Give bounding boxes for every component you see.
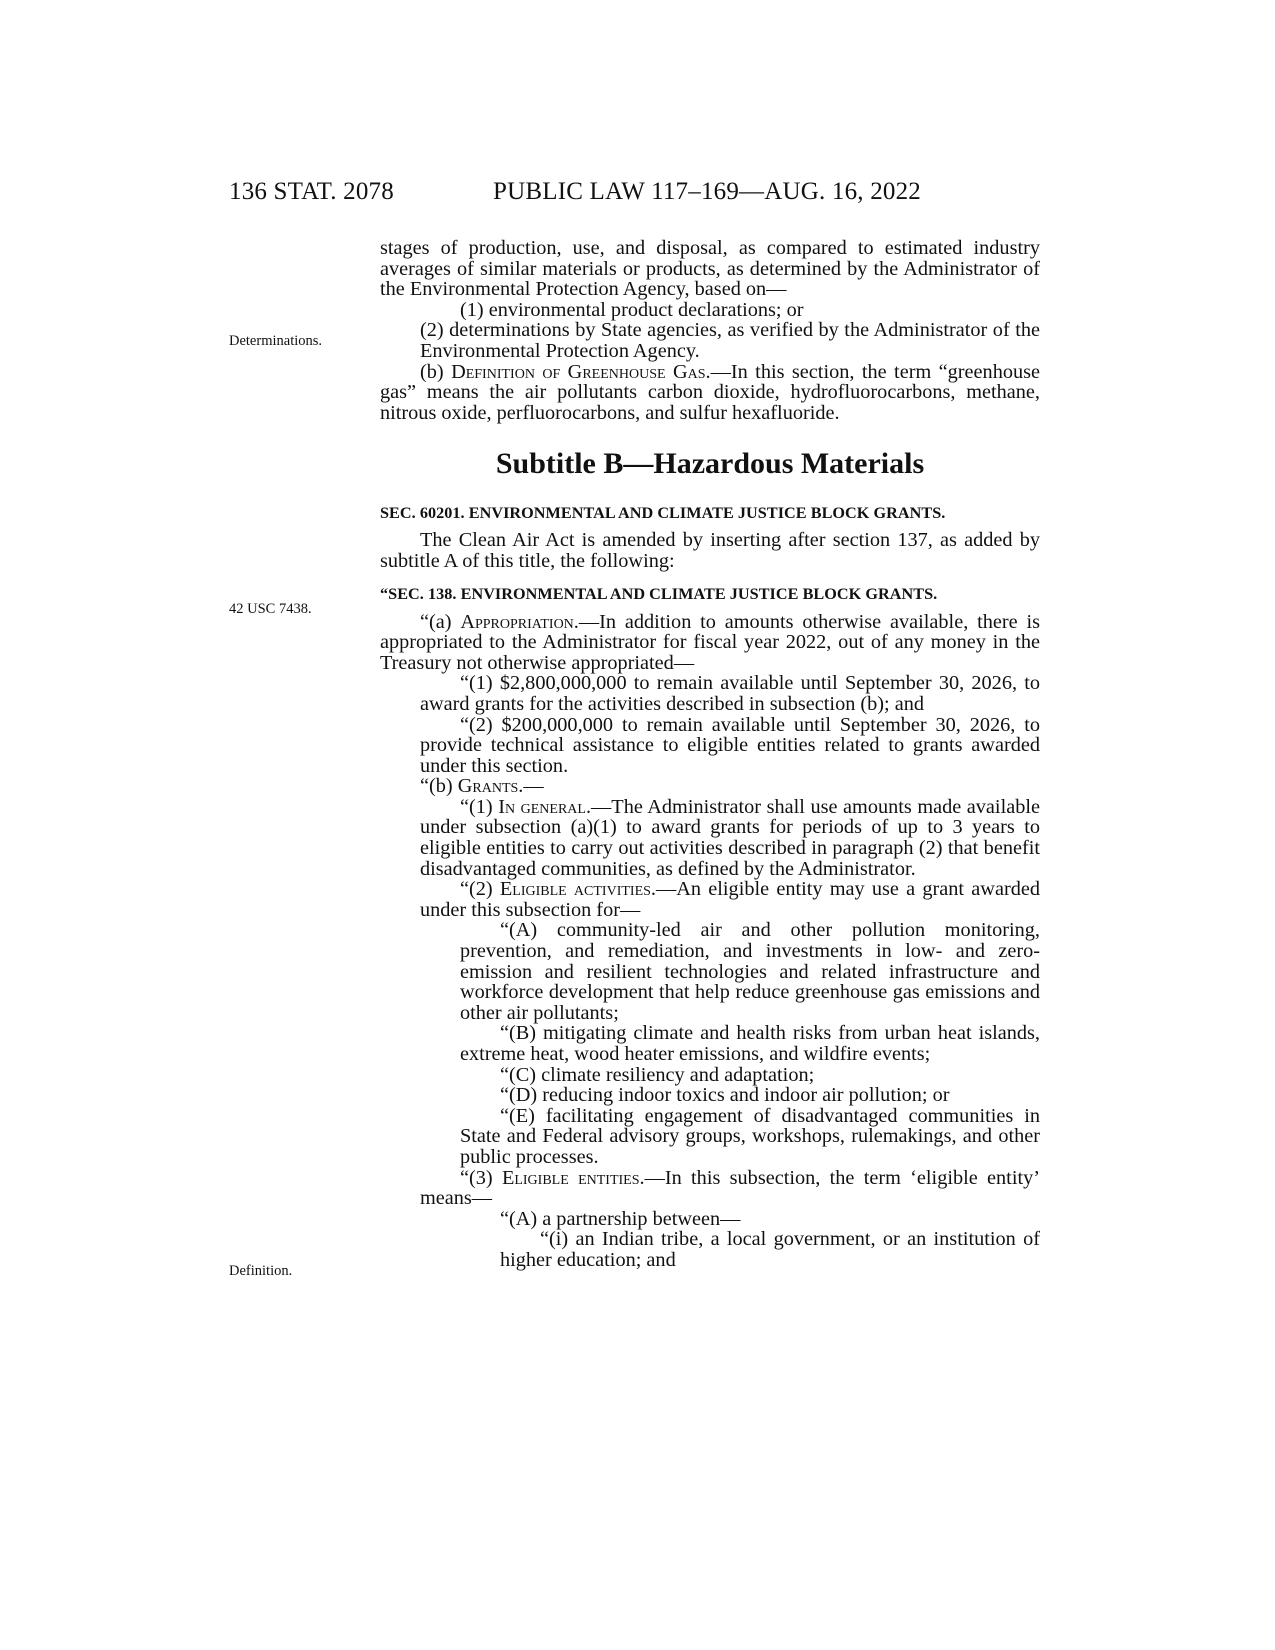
paragraph-b-3-eligible-entities: “(3) Eligible entities.—In this subsection, the term ‘eligible entity’ means— [420, 1166, 1040, 1210]
paragraph-b-2-eligible-activities: “(2) Eligible activities.—An eligible entity may use a grant awarded under this subsection for— [420, 878, 1040, 921]
margin-note-usc: 42 USC 7438. [229, 601, 312, 617]
margin-note-definition: Definition. [229, 1263, 293, 1279]
running-header: PUBLIC LAW 117–169—AUG. 16, 2022 [493, 178, 922, 205]
heading-appropriation: Appropriation [460, 610, 574, 633]
heading-in-general: In general [498, 795, 586, 818]
paragraph-2: (2) determinations by State agencies, as verified by the Administrator of the Environmental Protection Agency. [420, 319, 1040, 362]
paragraph-b-1-general: “(1) In general.—The Administrator shall use amounts made available under subsection (a)(1) to award grants for periods of up to 3 years to eligible entities to carry out activities described in paragraph (2) that benefit disadvantaged communities, as defined by the Administrator. [420, 795, 1040, 880]
paragraph-intro: The Clean Air Act is amended by inserting after section 137, as added by subtitle A of this title, the following: [380, 529, 1040, 572]
subtitle-heading: Subtitle B—Hazardous Materials [495, 447, 925, 481]
paragraph-a-appropriation: “(a) Appropriation.—In addition to amounts otherwise available, there is appropriated to the Administrator for fiscal year 2022, out of any money in the Treasury not otherwise appropriated— [380, 610, 1040, 674]
paragraph-continuation: stages of production, use, and disposal, as compared to estimated industry averages of similar materials or products, as determined by the Administrator of the Environmental Protection Agency, based on— [380, 237, 1040, 301]
body-text [380, 238, 1040, 1271]
paragraph-A: “(A) community-led air and other pollution monitoring, prevention, and remediation, and investments in low- and zero-emission and resilient technologies and related infrastructure and workforce development that help reduce greenhouse gas emissions and other air pollutants; [460, 919, 1040, 1024]
paragraph-C: “(C) climate resiliency and adaptation; [500, 1063, 815, 1086]
paragraph-a-2: “(2) $200,000,000 to remain available until September 30, 2026, to provide technical assistance to eligible entities related to grants awarded under this section. [420, 713, 1040, 777]
paragraph-B: “(B) mitigating climate and health risks from urban heat islands, extreme heat, wood heater emissions, and wildfire events; [460, 1022, 1040, 1065]
section-138-heading: “SEC. 138. ENVIRONMENTAL AND CLIMATE JUSTICE BLOCK GRANTS. [380, 584, 938, 603]
paragraph-D: “(D) reducing indoor toxics and indoor air pollution; or [500, 1084, 950, 1107]
paragraph-A-partnership: “(A) a partnership between— [500, 1207, 741, 1230]
paragraph-1: (1) environmental product declarations; or [460, 298, 804, 321]
paragraph-b-definition: (b) Definition of Greenhouse Gas.—In this section, the term “greenhouse gas” means the air pollutants carbon dioxide, hydrofluorocarbons, methane, nitrous oxide, perfluorocarbons, and sulfur hexafluoride. [380, 360, 1041, 424]
heading-grants: Grants [457, 775, 519, 798]
heading-eligible-activities: Eligible activities [499, 878, 651, 901]
page-number-header: 136 STAT. 2078 [229, 178, 394, 205]
paragraph-E: “(E) facilitating engagement of disadvantaged communities in State and Federal advisory groups, workshops, rulemakings, and other public processes. [460, 1104, 1040, 1168]
heading-definition-greenhouse-gas: Definition of Greenhouse Gas [451, 360, 706, 383]
heading-eligible-entities: Eligible entities [501, 1166, 640, 1189]
section-60201-heading: SEC. 60201. ENVIRONMENTAL AND CLIMATE JUSTICE BLOCK GRANTS. [380, 504, 946, 523]
paragraph-b-grants: “(b) Grants.— [420, 775, 544, 798]
margin-note-determinations: Determinations. [229, 333, 323, 349]
paragraph-i: “(i) an Indian tribe, a local government, or an institution of higher education; and [500, 1228, 1040, 1271]
paragraph-a-1: “(1) $2,800,000,000 to remain available until September 30, 2026, to award grants for the activities described in subsection (b); and [420, 672, 1040, 715]
